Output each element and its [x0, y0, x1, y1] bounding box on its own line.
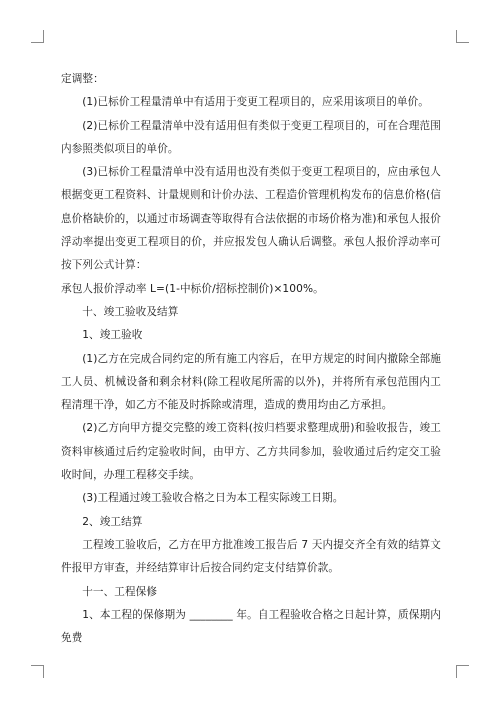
section-heading-completion: 十、竣工验收及结算 [82, 305, 179, 318]
paragraph-rule-2: (2)已标价工程量清单中没有适用但有类似于变更工程项目的，可在合理范围内参照类似项目的单价。 [61, 119, 441, 155]
paragraph-acceptance-3: (3)工程通过竣工验收合格之日为本工程实际竣工日期。 [82, 492, 344, 505]
subheading-acceptance: 1、竣工验收 [82, 329, 143, 342]
crop-mark-top-left [31, 30, 44, 43]
crop-mark-bottom-right [456, 665, 469, 678]
paragraph-warranty-1: 1、本工程的保修期为 ________ 年。自工程验收合格之日起计算，质保期内免费 [61, 608, 441, 645]
paragraph-acceptance-1: (1)乙方在完成合同约定的所有施工内容后，在甲方规定的时间内撤除全部施工人员、机械设备和剩余材料(除工程收尾所需的以外)，并将所有承包范围内工程清理干净，如乙方不能及时拆除或清理，造成的费用均由乙方承担。 [61, 352, 441, 412]
paragraph-acceptance-2: (2)乙方向甲方提交完整的竣工资料(按归档要求整理成册)和验收报告，竣工资料审核通过后约定验收时间，由甲方、乙方共同参加，验收通过后约定交工验收时间，办理工程移交手续。 [61, 422, 441, 482]
section-heading-warranty: 十一、工程保修 [82, 585, 158, 598]
crop-mark-top-right [456, 30, 469, 43]
paragraph-formula: 承包人报价浮动率 L=(1-中标价/招标控制价)×100%。 [61, 282, 324, 295]
crop-mark-bottom-left [31, 665, 44, 678]
paragraph-rule-1: (1)已标价工程量清单中有适用于变更工程项目的，应采用该项目的单价。 [82, 96, 429, 109]
document-body [61, 68, 441, 650]
paragraph-settlement: 工程竣工验收后，乙方在甲方批准竣工报告后 7 天内提交齐全有效的结算文件报甲方审查，并经结算审计后按合同约定支付结算价款。 [61, 538, 441, 575]
paragraph-rule-3: (3)已标价工程量清单中没有适用也没有类似于变更工程项目的，应由承包人根据变更工程资料、计量规则和计价办法、工程造价管理机构发布的信息价格(信息价格缺价的，以通过市场调查等取得有合法依据的市场价格为准)和承包人报价浮动率提出变更工程项目的价，并应报发包人确认后调整。承包人报价浮动率可按下列公式计算： [61, 166, 441, 272]
subheading-settlement: 2、竣工结算 [82, 515, 143, 528]
paragraph-adjustment-heading: 定调整： [61, 73, 104, 85]
